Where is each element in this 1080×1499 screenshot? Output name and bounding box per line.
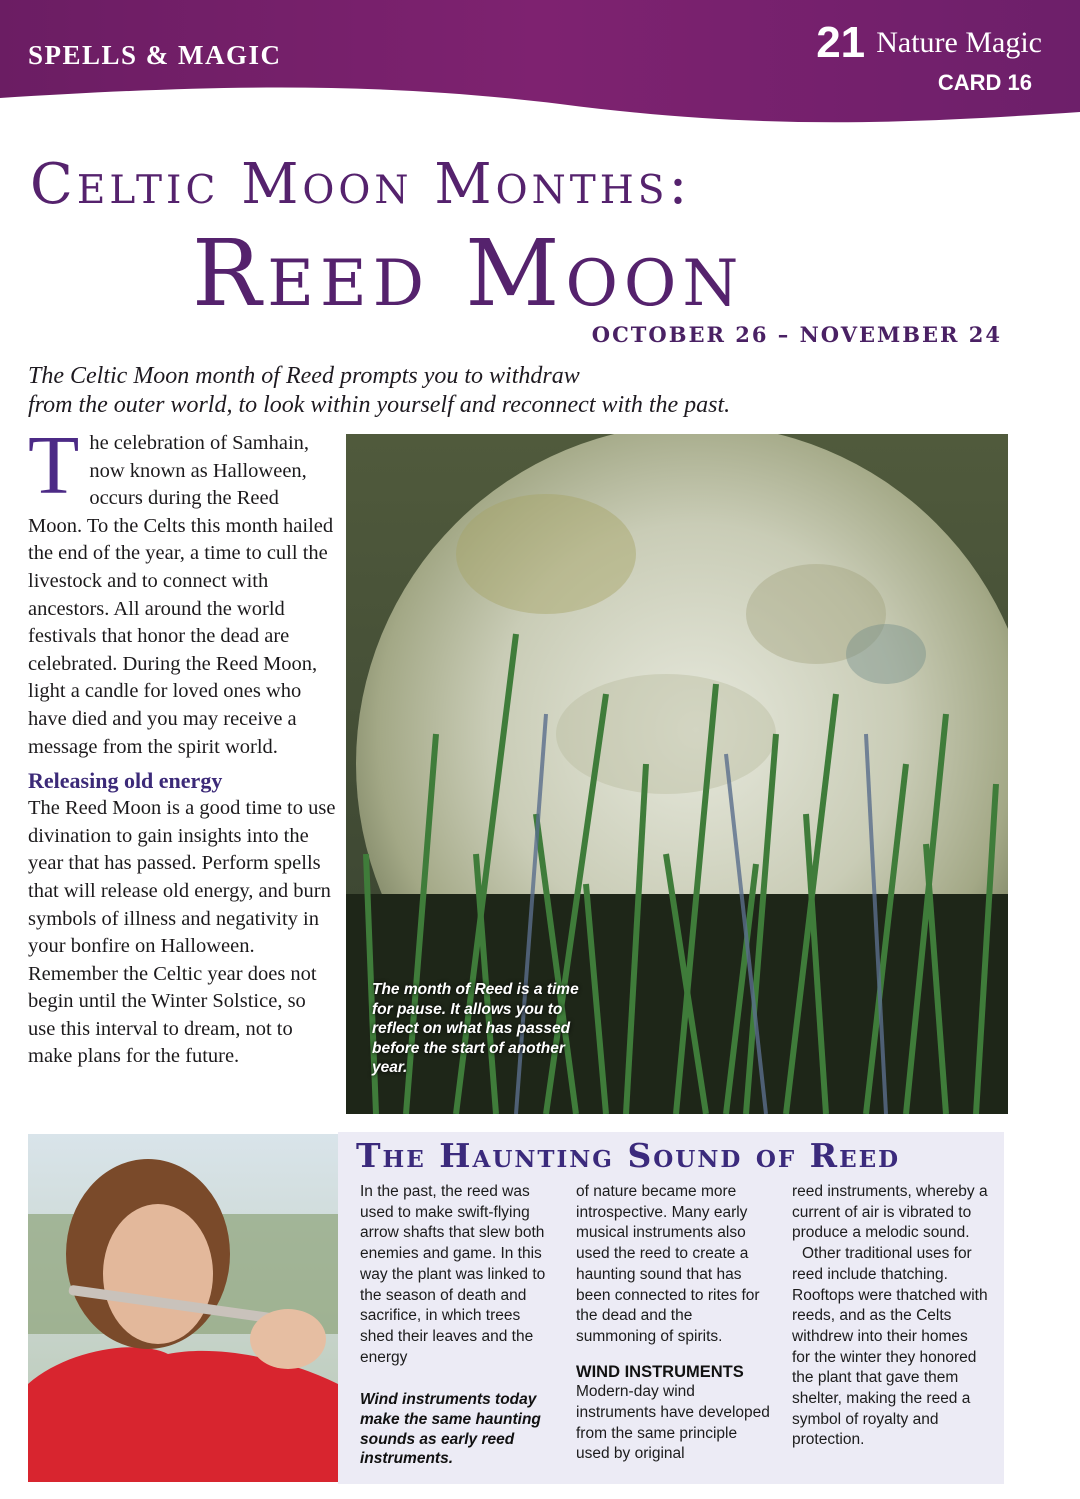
sidebar-column-2 [576, 1182, 772, 1465]
intro-text [28, 362, 828, 420]
sidebar-col3-text: reed instruments, whereby a current of air is vibrated to produce a melodic sound. [792, 1183, 988, 1242]
sidebar-title: The Haunting Sound of Reed [356, 1136, 901, 1175]
sidebar-subheading: WIND INSTRUMENTS [576, 1362, 744, 1381]
article-paragraph-2: The Reed Moon is a good time to use divination to gain insights into the year that has passed. Perform spells that will release old energy, and burn symbols of illness and negativity in your bonfire on Halloween. Remember the Celtic year does not begin until the Winter Solstice, so use this interval to dream, not to make plans for the future. [28, 797, 336, 1068]
date-range: OCTOBER 26 – NOVEMBER 24 [591, 322, 1002, 347]
flute-player-photo [28, 1134, 338, 1482]
sidebar-col1-text: In the past, the reed was used to make swift-flying arrow shafts that slew both enemies and game. In this way the plant was linked to the season of death and sacrifice, in which trees shed their leaves and the energy [360, 1183, 546, 1366]
sidebar-col2-text: of nature became more introspective. Many early musical instruments also used the reed to create a haunting sound that has been connected to rites for the dead and the summoning of spirits. [576, 1183, 760, 1345]
title-line-1: Celtic Moon Months: [30, 152, 692, 217]
intro-line-2: from the outer world, to look within yourself and reconnect with the past. [28, 392, 731, 418]
article-column [28, 419, 338, 1071]
moon-caption: The month of Reed is a time for pause. It allows you to reflect on what has passed before the start of another year. [372, 981, 579, 1077]
issue-title: Nature Magic [876, 26, 1042, 59]
sidebar-column-1 [360, 1182, 556, 1368]
sidebar-box [338, 1132, 1004, 1484]
section-label: SPELLS & MAGIC [28, 40, 282, 70]
intro-line-1: The Celtic Moon month of Reed prompts you to withdraw [28, 363, 580, 389]
paragraph-1-text: he celebration of Samhain, now known as Halloween, occurs during the Reed Moon. To the Celts this month hailed the end of the year, a time to cull the livestock and to connect with ancestors. All around the world festivals that honor the dead are celebrated. During the Reed Moon, light a candle for loved ones who have died and you may receive a message from the spirit world. [28, 432, 334, 758]
hand [250, 1309, 326, 1369]
card-number: CARD 16 [937, 70, 1032, 95]
face [103, 1204, 213, 1344]
article-subheading: Releasing old energy [28, 768, 223, 794]
sidebar-column-3 [792, 1182, 988, 1451]
header-band [0, 0, 1080, 130]
sidebar-col2b-text: Modern-day wind instruments have developed from the same principle used by original [576, 1383, 770, 1463]
flute-player-image [28, 1134, 338, 1482]
flute-caption: Wind instruments today make the same haunting sounds as early reed instruments. [360, 1391, 541, 1468]
issue-block [816, 18, 1042, 96]
drop-cap: T [28, 419, 80, 512]
issue-number: 21 [816, 18, 866, 67]
sidebar-col3b-text: Other traditional uses for reed include thatching. Rooftops were thatched with reeds, and as the Celts withdrew into their homes for the winter they honored the plant that gave them shelter, making the reed a symbol of royalty and protection. [792, 1245, 988, 1449]
title-line-2: Reed Moon [192, 220, 745, 327]
article-paragraph-1 [28, 419, 338, 761]
